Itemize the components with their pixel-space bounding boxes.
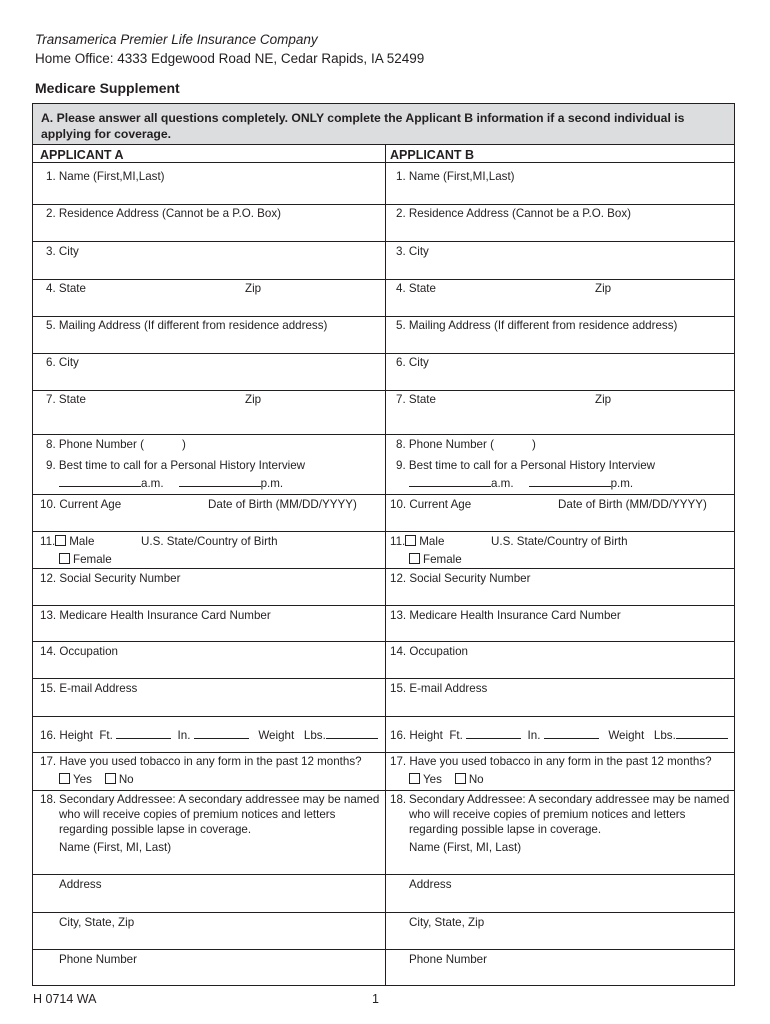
pm-blank[interactable] xyxy=(179,476,261,487)
b-name-field[interactable]: 1. Name (First,MI,Last) xyxy=(396,170,515,183)
a-male-checkbox[interactable] xyxy=(55,535,66,546)
a-female-option xyxy=(59,552,112,567)
q11-label: 11. xyxy=(390,535,406,548)
phone-paren: ) xyxy=(531,438,536,451)
a-mailing-state-field[interactable]: 7. State xyxy=(46,393,86,406)
section-a-banner xyxy=(33,104,734,145)
no-label: No xyxy=(468,773,484,786)
pm-label: p.m. xyxy=(260,477,284,490)
b-male-checkbox[interactable] xyxy=(405,535,416,546)
a-email-field[interactable]: 15. E-mail Address xyxy=(40,682,138,695)
b-secondary-addressee-text: Secondary Addressee: A secondary addressee may be named who will receive copies of premium notices and letters regarding possible lapse in coverage. xyxy=(409,793,730,836)
ft-label: Ft. xyxy=(449,729,463,742)
b-female-checkbox[interactable] xyxy=(409,553,420,564)
a-current-age-field[interactable]: 10. Current Age xyxy=(40,498,122,511)
am-label: a.m. xyxy=(141,477,164,490)
document-title: Medicare Supplement xyxy=(35,80,180,96)
section-a-instruction: A. Please answer all questions completely. ONLY complete the Applicant B information if a second individual is applying for coverage. xyxy=(41,111,685,141)
b-email-field[interactable]: 15. E-mail Address xyxy=(390,682,488,695)
a-secondary-phone-field[interactable]: Phone Number xyxy=(59,953,137,966)
a-medicare-number-field[interactable]: 13. Medicare Health Insurance Card Number xyxy=(40,609,271,622)
a-gender-field xyxy=(40,534,94,549)
b-mailing-address-field[interactable]: 5. Mailing Address (If different from residence address) xyxy=(396,319,678,332)
a-mailing-zip-field[interactable]: Zip xyxy=(245,393,262,406)
b-mailing-state-field[interactable]: 7. State xyxy=(396,393,436,406)
a-city-field[interactable]: 3. City xyxy=(46,245,79,258)
height-label: 16. Height xyxy=(390,729,443,742)
a-occupation-field[interactable]: 14. Occupation xyxy=(40,645,118,658)
a-mailing-city-field[interactable]: 6. City xyxy=(46,356,79,369)
b-tobacco-options xyxy=(409,772,484,787)
b-dob-field[interactable]: Date of Birth (MM/DD/YYYY) xyxy=(558,498,707,511)
a-no-checkbox[interactable] xyxy=(105,773,116,784)
phone-label: 8. Phone Number ( xyxy=(396,438,494,451)
b-ssn-field[interactable]: 12. Social Security Number xyxy=(390,572,531,585)
a-yes-checkbox[interactable] xyxy=(59,773,70,784)
b-secondary-phone-field[interactable]: Phone Number xyxy=(409,953,487,966)
lbs-label: Lbs. xyxy=(653,729,676,742)
row-divider xyxy=(33,568,734,569)
pm-label: p.m. xyxy=(610,477,634,490)
row-divider xyxy=(33,241,734,242)
applicant-a-heading: APPLICANT A xyxy=(40,148,124,162)
home-office-address: Home Office: 4333 Edgewood Road NE, Cedar Rapids, IA 52499 xyxy=(35,51,425,66)
phone-paren: ) xyxy=(181,438,186,451)
a-height-weight-field[interactable] xyxy=(40,728,378,743)
row-divider xyxy=(33,353,734,354)
q11-label: 11. xyxy=(40,535,56,548)
a-secondary-name-field[interactable]: Name (First, MI, Last) xyxy=(59,841,172,854)
row-divider xyxy=(33,752,734,753)
b-height-weight-field[interactable] xyxy=(390,728,728,743)
b-medicare-number-field[interactable]: 13. Medicare Health Insurance Card Number xyxy=(390,609,621,622)
row-divider xyxy=(33,605,734,606)
row-divider xyxy=(33,874,734,875)
a-dob-field[interactable]: Date of Birth (MM/DD/YYYY) xyxy=(208,498,357,511)
row-divider xyxy=(33,434,734,435)
b-state-field[interactable]: 4. State xyxy=(396,282,436,295)
in-label: In. xyxy=(527,729,541,742)
a-birth-state-field[interactable]: U.S. State/Country of Birth xyxy=(141,535,278,548)
row-divider xyxy=(33,912,734,913)
in-label: In. xyxy=(177,729,191,742)
height-label: 16. Height xyxy=(40,729,93,742)
b-city-field[interactable]: 3. City xyxy=(396,245,429,258)
application-form xyxy=(32,103,735,986)
a-ssn-field[interactable]: 12. Social Security Number xyxy=(40,572,181,585)
b-residence-address-field[interactable]: 2. Residence Address (Cannot be a P.O. Box) xyxy=(396,207,632,220)
am-blank[interactable] xyxy=(59,476,141,487)
b-mailing-city-field[interactable]: 6. City xyxy=(396,356,429,369)
row-divider xyxy=(33,531,734,532)
b-occupation-field[interactable]: 14. Occupation xyxy=(390,645,468,658)
b-yes-checkbox[interactable] xyxy=(409,773,420,784)
row-divider xyxy=(33,494,734,495)
page-number: 1 xyxy=(372,992,379,1006)
lbs-label: Lbs. xyxy=(303,729,326,742)
row-divider xyxy=(33,949,734,950)
b-no-checkbox[interactable] xyxy=(455,773,466,784)
b-gender-field xyxy=(390,534,444,549)
b-phone-field[interactable] xyxy=(396,437,536,452)
a-tobacco-options xyxy=(59,772,134,787)
b-zip-field[interactable]: Zip xyxy=(595,282,612,295)
a-best-time-label: 9. Best time to call for a Personal History Interview xyxy=(46,459,306,472)
row-divider xyxy=(33,390,734,391)
column-divider xyxy=(385,144,386,985)
male-label: Male xyxy=(419,535,445,548)
company-name: Transamerica Premier Life Insurance Company xyxy=(35,32,318,47)
no-label: No xyxy=(118,773,134,786)
yes-label: Yes xyxy=(423,773,442,786)
a-mailing-address-field[interactable]: 5. Mailing Address (If different from residence address) xyxy=(46,319,328,332)
b-secondary-address-field[interactable]: Address xyxy=(409,878,452,891)
b-current-age-field[interactable]: 10. Current Age xyxy=(390,498,472,511)
form-code: H 0714 WA xyxy=(33,992,97,1006)
applicant-b-heading: APPLICANT B xyxy=(390,148,475,162)
female-label: Female xyxy=(423,553,462,566)
row-divider xyxy=(33,716,734,717)
b-female-option xyxy=(409,552,462,567)
row-divider xyxy=(33,790,734,791)
a-phone-field[interactable] xyxy=(46,437,186,452)
b-secondary-num: 18. xyxy=(390,793,407,806)
a-secondary-city-field[interactable]: City, State, Zip xyxy=(59,916,135,929)
pm-blank[interactable] xyxy=(529,476,611,487)
row-divider xyxy=(33,641,734,642)
am-blank[interactable] xyxy=(409,476,491,487)
a-best-time-field[interactable] xyxy=(59,476,283,491)
female-label: Female xyxy=(73,553,112,566)
a-secondary-addressee-text: Secondary Addressee: A secondary addressee may be named who will receive copies of premium notices and letters regarding possible lapse in coverage. xyxy=(59,793,380,836)
a-female-checkbox[interactable] xyxy=(59,553,70,564)
b-secondary-city-field[interactable]: City, State, Zip xyxy=(409,916,485,929)
a-secondary-num: 18. xyxy=(40,793,57,806)
b-mailing-zip-field[interactable]: Zip xyxy=(595,393,612,406)
male-label: Male xyxy=(69,535,95,548)
weight-label: Weight xyxy=(258,729,295,742)
b-best-time-field[interactable] xyxy=(409,476,633,491)
row-divider xyxy=(33,316,734,317)
am-label: a.m. xyxy=(491,477,514,490)
weight-label: Weight xyxy=(608,729,645,742)
phone-label: 8. Phone Number ( xyxy=(46,438,144,451)
b-secondary-name-field[interactable]: Name (First, MI, Last) xyxy=(409,841,522,854)
row-divider xyxy=(33,162,734,163)
a-secondary-address-field[interactable]: Address xyxy=(59,878,102,891)
b-best-time-label: 9. Best time to call for a Personal History Interview xyxy=(396,459,656,472)
row-divider xyxy=(33,279,734,280)
a-zip-field[interactable]: Zip xyxy=(245,282,262,295)
b-tobacco-question: 17. Have you used tobacco in any form in the past 12 months? xyxy=(390,755,712,768)
a-name-field[interactable]: 1. Name (First,MI,Last) xyxy=(46,170,165,183)
row-divider xyxy=(33,204,734,205)
b-birth-state-field[interactable]: U.S. State/Country of Birth xyxy=(491,535,628,548)
a-state-field[interactable]: 4. State xyxy=(46,282,86,295)
a-tobacco-question: 17. Have you used tobacco in any form in the past 12 months? xyxy=(40,755,362,768)
a-residence-address-field[interactable]: 2. Residence Address (Cannot be a P.O. Box) xyxy=(46,207,282,220)
row-divider xyxy=(33,678,734,679)
yes-label: Yes xyxy=(73,773,92,786)
ft-label: Ft. xyxy=(99,729,113,742)
